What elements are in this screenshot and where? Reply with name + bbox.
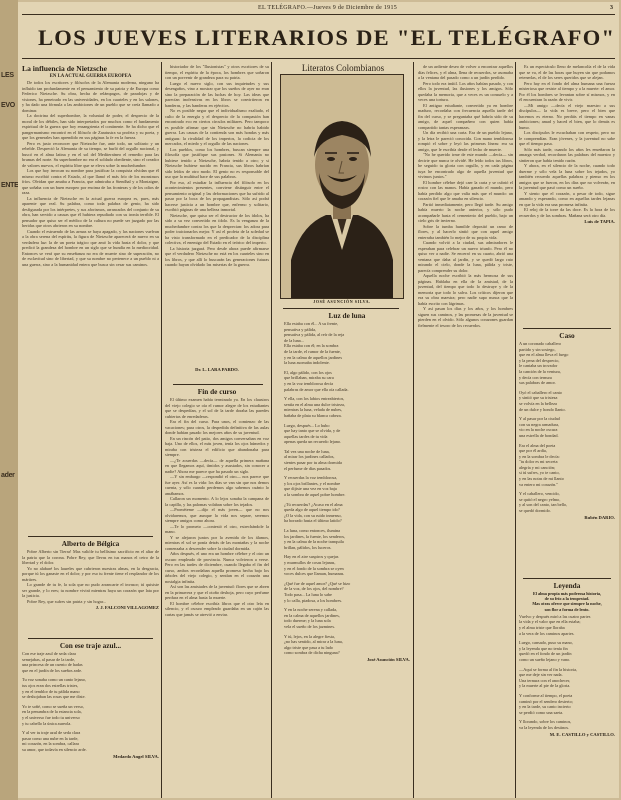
literatos-section-header: [275, 62, 411, 74]
fin-curso-title: Fin de curso: [197, 387, 237, 396]
poem-alberto: [22, 539, 159, 635]
article-column-2: [165, 64, 269, 364]
leyenda-title: Leyenda: [553, 581, 581, 590]
column-2-body: historiador de los "Ilusionistas" y otros escritores de su tiempo, el espíritu de la época, los hombres que soñaron con un porvenir de grandeza para su patria. Luego el nuevo siglo, con sus inquietudes y sus desengaños, vino a mostrar que los sueños de ayer no eran sino la preparación de las luchas de hoy. Las ideas que parecían inofensivas en los libros se convirtieron en banderas, y las banderas en ejércitos. No es posible negar que el individualismo exaltado, el culto de la energía y el desprecio de la compasión han encontrado eco en ciertos círculos militares. Pero tampoco es posible afirmar que sin Nietzsche no habría habido guerra. Las causas de la contienda son más hondas y más antiguas: la rivalidad de los imperios, la codicia de los mercados, el miedo y el orgullo de las naciones. Los pueblos, como los hombres, buscan siempre una filosofía que justifique sus pasiones. Si Alemania no hubiese tenido a Nietzsche, habría tenido a otro; y si Nietzsche hubiese nacido en Francia, sus libros habrían sido leídos de otro modo. El genio no es responsable del uso que la multitud hace de sus palabras. Por eso, al estudiar la influencia del filósofo en los acontecimientos presentes, conviene distinguir entre el pensamiento original y las deformaciones que ha sufrido al pasar por la boca de los propagandistas. Sólo así podrá hacerse justicia a un hombre que, enfermo y solitario, escribió páginas de una belleza inmortal. Nietzsche, que quiso ser el destructor de los ídolos, ha sido a su vez convertido en ídolo. Es la venganza de la muchedumbre contra los que la desprecian: los adora para poder traicionarlos mejor. Y así el profeta de la soledad se ha visto transformado en el predicador de la disciplina colectiva, el enemigo del Estado en el teórico del imperio. La historia juzgará. Pero desde ahora puede afirmarse que el verdadero Nietzsche no está en los cuarteles sino en los libros, y que allí lo buscarán las generaciones futuras cuando hayan olvidado las miserias de la guerra.: [165, 64, 269, 267]
column-4-body: de un ardiente deseo de volver a encontrar aquellos días felices, y el alma, llena de recuerdos, se asomaba a la ventana del pasado como a un jardín perdido. Pero todo era inútil. Los años habían pasado, y con ellos la juventud, las ilusiones y los amigos. Sólo quedaba la memoria, que a veces es un consuelo y a veces una tortura. El antiguo estudiante, convertido ya en hombre maduro, recordaba con frecuencia aquella tarde del fin del curso, y se preguntaba qué habría sido de su amigo, de aquel compañero con quien había compartido tantas esperanzas. Un día recibió una carta. Era de un pueblo lejano, y la letra le pareció conocida. Con mano temblorosa rompió el sobre y leyó las primeras líneas: era su amigo, que le escribía desde el lecho de muerte. "No he querido irme de este mundo —decía— sin decirte que nunca te olvidé. He leído todos tus libros, he seguido tu gloria con orgullo, y en cada página tuya he encontrado algo de aquella juventud que vivimos juntos." El hombre célebre dejó caer la carta y se cubrió el rostro con las manos. Había ganado el mundo, pero había perdido algo que valía más que el mundo: un corazón fiel que le amaba en silencio. Partió inmediatamente, pero llegó tarde. Su amigo había muerto la noche anterior, y sólo pudo acompañarle hasta el cementerio del pueblo, bajo un cielo gris de invierno. Sobre la tumba humilde depositó un ramo de flores, y al hacerlo sintió que con aquel amigo enterraba también lo mejor de su propia vida. Cuando volvió a la ciudad, sus admiradores le esperaban para celebrar un nuevo triunfo. Pero él no quiso ver a nadie. Se encerró en su cuarto, abrió una ventana que daba al jardín, y se quedó largo rato mirando el cielo, donde la luna, pálida y triste, parecía comprender su dolor. Aquella noche escribió la más hermosa de sus páginas. Hablaba en ella de la amistad, de la juventud, del tiempo que todo lo destruye y de la memoria que todo lo salva. Los críticos dijeron que era su obra maestra; pero nadie supo nunca que la había escrito con lágrimas. Y así pasan los días y los años, y los hombres siguen sus caminos, y las promesas de la juventud se pierden en el olvido. Sólo algunos corazones guardan fielmente el tesoro de los recuerdos.: [418, 64, 513, 328]
poem-traje-azul: [22, 641, 159, 791]
article-column-4: [418, 64, 513, 789]
strip-fragment: EVO: [1, 102, 15, 109]
masthead: LOS JUEVES LITERARIOS DE "EL TELÉGRAFO": [38, 25, 616, 50]
section-rule: [28, 638, 153, 639]
strip-fragment: ENTE: [1, 182, 18, 189]
running-header: [18, 4, 619, 13]
leyenda-body: Vuelvo y después miró a las cuatro partes la vida y el valor que en ella estaba; y el alma triste que lloraba a la vera de los caminos apartes. Luego, cansado, puso su mano, y la leyenda que no tenía fin quedó en el fondo de un jardín como un sueño lejano y vano. —Aquí se forma al fin la historia, que me deje sin ver nada. Una ternura con el anochecer, y la muerte al pie de la gloria. Y conforme al tiempo, el poeta caminó por el sendero desierto; y en la tarde, su canto incierto se perdió como una saeta. Y llorando, sobre los caminos, va la leyenda de los destinos.: [519, 613, 591, 730]
column-divider: [515, 62, 516, 798]
nietzsche-subtitle: EN LA ACTUAL GUERRA EUROPEA: [49, 74, 132, 79]
poem-line: pensativa y pálida,: [284, 326, 317, 332]
luz-luna-title: Luz de luna: [328, 311, 366, 320]
literatos-title: Literatos Colombianos: [301, 63, 385, 73]
luz-luna-signature: José Asunción SILVA.: [366, 656, 410, 662]
strip-fragment: LES: [1, 72, 14, 79]
section-rule: [173, 384, 263, 385]
poem-leyenda: [519, 581, 615, 793]
strip-fragment: ader: [1, 472, 15, 479]
section-rule: [523, 578, 611, 579]
traje-signature: Medardo Angel SILVA.: [113, 753, 159, 759]
poem-line: Ella estaba con él... A su frente,: [284, 321, 339, 326]
traje-body: Con ese traje azul de seda clara semejabas, al pasar de la tarde, una princesa de un cuento de hadas que en el jardín de los sueños arde. Tu voz sonaba como un canto lejano, tus ojos eran dos estrellas tristes, y en el temblor de tu pálida mano se deshojaban las rosas que me diste. Yo te soñé, como se sueña un verso, en la penumbra de la estancia sola, y el universo fue todo tu universo y tu cabello la única aureola. Y al ver tu traje azul de seda clara pasar como una nube en la tarde, mi corazón, en la sombra, callara su amor, que todavía en silencio arde.: [22, 651, 87, 752]
tapia-signature: Luis de TAPIA.: [584, 219, 615, 224]
portrait-caption: JOSÉ ASUNCIÓN SILVA.: [313, 299, 371, 304]
alberto-body: Pobre Alberto sin Tierra! Mas valióle tu bellísimo sacrificio en el altar de la patria que la corona. Pobre Rey, que llevas en tus manos el cetro de la libertad y el dolor. Yo no alabaré los laureles que cubrieron nuestras almas, en la desgracia, porque tú los ganaste en el dolor; y por eso tu frente tiene el resplandor de los mártires. Lo grande de tu fe, la sola que no pudo arrancarte el invasor; tú quisiste ser grande, y lo eres; tu nombre vivirá mientras haya un corazón que lata por la justicia. Pobre Rey, que sufres sin patria y sin hogar...: [22, 549, 159, 604]
traje-title: Con ese traje azul...: [59, 641, 122, 650]
publication-line: EL TELÉGRAFO.—Jueves 9 de Diciembre de 1915: [258, 5, 398, 11]
article-fin-de-curso: [165, 387, 269, 792]
article-nietzsche: [22, 64, 159, 534]
poem-caso: [519, 331, 615, 575]
page-number: 3: [610, 5, 613, 11]
column-divider: [271, 62, 272, 798]
fin-curso-body: El último examen había terminado ya. En los claustros del viejo colegio se oía el rumor alegre de los estudiantes que se despedían, y el sol de la tarde doraba las paredes cubiertas de enredaderas. Era el fin del curso. Para unos, el comienzo de las vacaciones; para otros, la despedida definitiva de las aulas donde habían pasado los mejores años de su juventud. En un rincón del patio, dos amigos conversaban en voz baja. Uno de ellos, el más joven, tenía los ojos húmedos y miraba con tristeza el edificio que abandonaba para siempre. —¿Te acuerdas —decía— de aquella primera mañana en que llegamos aquí, tímidos y asustados, sin conocer a nadie? Ahora me parece que ha pasado un siglo. —Y sin embargo —respondió el otro— nos parece que fue ayer. Así es la vida: los días se van sin que nos demos cuenta, y sólo cuando perdemos algo sabemos cuánto lo amábamos. Callaron un momento. A lo lejos sonaba la campana de la capilla, y las palomas volaban sobre los tejados. —Prométeme —dijo el más joven— que no nos olvidaremos, que aunque la vida nos separe, seremos siempre amigos como ahora. —Te lo prometo —contestó el otro, estrechándole la mano. Y se alejaron juntos por la avenida de los álamos, mientras el sol se ponía detrás de las montañas y la noche comenzaba a descender sobre la ciudad dormida. Años después, el uno era un hombre célebre y el otro un oscuro empleado de provincia. Nunca volvieron a verse. Pero en las tardes de diciembre, cuando llegaba el fin del curso, ambos recordaban aquella promesa hecha bajo los árboles del viejo colegio, y sentían en el corazón una nostalgia infinita. Así son las amistades de la juventud: flores que se abren en la primavera y que el otoño deshoja, pero cuyo perfume perdura en el alma hasta la muerte. El hombre célebre escribía libros que el otro leía en silencio, y el oscuro empleado guardaba en un cajón las cartas que jamás se atrevió a enviar.: [165, 397, 269, 617]
masthead-rule: [22, 58, 615, 59]
column-2-end: [165, 366, 269, 386]
adjacent-page-strip: [0, 0, 18, 800]
header-rule: [22, 14, 615, 15]
poem-luz-de-luna: [284, 311, 410, 791]
leyenda-epigraph: El alma propia más poderosa historia, de su frío a la tempestad. Mas otras ofrece que siempre la noche, son flor a forma de lento.: [532, 591, 602, 612]
section-rule: [283, 308, 399, 309]
dario-signature: Rubén DARIO.: [584, 514, 615, 520]
column-5-body: Es un espectáculo lleno de melancolía el de la vida que se va, el de las horas que huyen sin que podamos retenerlas, el de los seres queridos que se alejan. Pero hay en el fondo del alma humana una fuerza misteriosa que resiste al tiempo y a la muerte: el amor. Por él los hombres se levantan sobre sí mismos, y en él encuentran la razón de vivir. —Mi amigo —decía el viejo maestro a sus discípulos— la vida es breve, pero el bien que hacemos es eterno. No perdáis el tiempo en vanas ambiciones; amad y haced el bien, que lo demás es humo. Los discípulos le escuchaban con respeto, pero no le comprendían. Eran jóvenes, y la juventud no sabe que el tiempo pasa. Sólo más tarde, cuando los años les enseñaron la amarga verdad, recordaron las palabras del maestro y sintieron que había tenido razón. Y ahora, en el silencio de la noche, cuando todo duerme y sólo vela la luna sobre los tejados, yo también recuerdo aquellas palabras y pienso en los amigos que se fueron, en los días que no volverán, en la juventud que pasó como un sueño. Y siento que el corazón, a pesar de todo, sigue amando y esperando, como en aquellas tardes lejanas en que la vida era una promesa infinita. El reloj de la torre da las doce. Es la hora de los recuerdos y de las sombras. Mañana será otro día.: [519, 64, 615, 218]
newspaper-page: [18, 2, 619, 798]
poem-line: de la luna...: [284, 337, 304, 343]
alberto-title: Alberto de Bélgica: [61, 539, 120, 548]
nietzsche-title: La influencia de Nietzsche: [22, 64, 107, 73]
alberto-signature: J. J. FALCONI VILLAGOMEZ: [95, 605, 159, 610]
caso-body: A un coronado caballero partido y sin sosiego, que en el alma lleva el fuego y la pena del desprecio, le cantaba un trovador la canción de la ventura, y decía con ternura sus palabras de amor. Oyó el caballero el canto y sintió que su tristeza se volvía en la belleza de un dulce y hondo llanto. Y al pasar por la ciudad con su negra armadura, vio en la noche oscura una estrella de bondad. Era el alma del poeta que por él ardía, y en la sombra le decía: "tu dolor es mi secreta alegría y mi canción; si tú sufres, yo te canto, y en las notas de mi llanto va entero mi corazón." Y el caballero, vencido, se quitó el negro yelmo, y al son del canto, tan bello, se quedó dormido.: [519, 341, 569, 514]
leyenda-signature: M. E. CASTILLO y CASTILLO.: [549, 731, 615, 737]
portrait-jose-asuncion-silva: [280, 74, 404, 299]
lara-pardo-signature: Dr. L. LARA PARDO.: [195, 367, 239, 372]
luz-luna-body: Ella estaba con él... A su frente, pensativa y pálida, pensativa y pálida, al reír de la reja de la luna... Ella estaba con él; en la sombra de la tarde, el rumor de la fuente, y en la calma de aquellos jardines la luna asomaba indolente. El, algo pálido, con los ojos que brillaban, miraba su cara y en la voz temblorosa decía palabras de amor que ella oía callada. Y ella, con los labios entreabiertos, sentía en el alma una dulce tristeza, mientras la luna, velada de nubes, bañaba de plata su blanca cabeza. Luego, después... Lo hubo que hay tanto que se olvida, y de aquellas tardes de tu vida apenas queda un recuerdo lejano. Tal vez una noche de luna, al mirar los jardines callados, sientes pasar por tu alma dormida el perfume de días pasados. Y recuerdas la voz temblorosa, y los ojos brillantes, y el nombre que dijiste una vez en voz baja a la sombra de aquel pobre hombre. ¿Tú recuerdas? ¿Acaso en el alma queda algo de aquel tiempo ido? ¿O la vida, con su ruido inmenso, ha borrado hasta el último latido? La luna, como entonces, ilumina los jardines, la fuente, los senderos, y en la calma de la noche tranquila brillan, pálidos, los luceros. Hay en el aire suspiros y quejas y murmullos de cosas lejanas, y en el fondo de la sombra se oyen voces dulces que llaman, humanas. ¿Qué fue de aquel amor? ¿Qué se hizo de la voz, de los ojos, del nombre? Todo pasa... La luna lo sabe y lo calla, piadosa, a los hombres. Y en la noche serena y callada, en la calma de aquellos jardines, todo duerme; y la luna sola vela el sueño de los jazmines. Y tú, lejos, en la alegre fiesta, ¿no has sentido, al mirar a la luna, algo triste que pasa a tu lado como sombra de dicha ninguna?: [284, 321, 410, 656]
caso-title: Caso: [559, 331, 575, 340]
nietzsche-body: De todos los escritores y filósofos de la Alemania moderna, ninguno ha influido tan profundamente en el pensamiento de su patria y de Europa como Federico Nietzsche. Su obra, hecha de relámpagos, de paradojas y de visiones, ha penetrado en las universidades, en los cuarteles y en los salones, y ha dado una fórmula a las ambiciones de un pueblo que se creía llamado a dominar. La doctrina del superhombre, la voluntad de poder, el desprecio de la moral de los débiles, han sido interpretados por muchos como el fundamento espiritual de la guerra que hoy ensangrienta el continente. Se ha dicho que el pangermanismo encontró en el filósofo de Zaratustra su profeta y su poeta, y que los generales han aprendido en sus páginas la fe en la fuerza. Pero es justo reconocer que Nietzsche fue, ante todo, un solitario y un rebelde. Despreció la Alemania de su tiempo, se burló del orgullo nacional, y buscó en el alma latina y en el sol del Mediterráneo el remedio para las brumas del norte. Su superhombre no era el soldado obediente, sino el creador de valores nuevos, el espíritu libre que se eleva sobre la muchedumbre. Los que hoy invocan su nombre para justificar la conquista olvidan que él mismo escribió contra el Estado, al que llamó el más frío de los monstruos fríos. Olvidan que amaba a Francia, que admiraba a Stendhal y a Montaigne, que soñaba con un buen europeo por encima de las fronteras y de los odios de raza. La influencia de Nietzsche en la actual guerra europea es, pues, más aparente que real. Su palabra, como toda palabra de genio, ha sido desfigurada por los intérpretes, y sus aforismos, arrancados del conjunto de su obra, han servido a causas que él hubiera repudiado con su ironía terrible. El pensador que quiso ser el médico de la cultura no puede ser juzgado por las heridas que otros abrieron en su nombre. Cuando el estruendo de las armas se haya apagado, y las naciones vuelvan a la obra serena del espíritu, la figura de Nietzsche aparecerá de nuevo en su verdadera luz: la de un poeta trágico que amó la vida hasta el dolor, y que predicó la grandeza del hombre en un siglo que se hundía en la mediocridad. Entonces se verá que su enseñanza no era de muerte sino de superación, no de esclavitud sino de libertad, y que su nombre no pertenece a un pueblo ni a una guerra, sino a la humanidad entera que busca sin cesar sus caminos.: [22, 80, 159, 267]
section-rule: [523, 328, 611, 329]
section-rule: [28, 536, 153, 537]
portrait-image: [281, 75, 403, 298]
column-divider: [413, 62, 414, 798]
poem-line: pensativa y pálida, al reír de la reja: [284, 332, 345, 338]
column-divider: [161, 62, 162, 798]
article-column-5: [519, 64, 615, 326]
